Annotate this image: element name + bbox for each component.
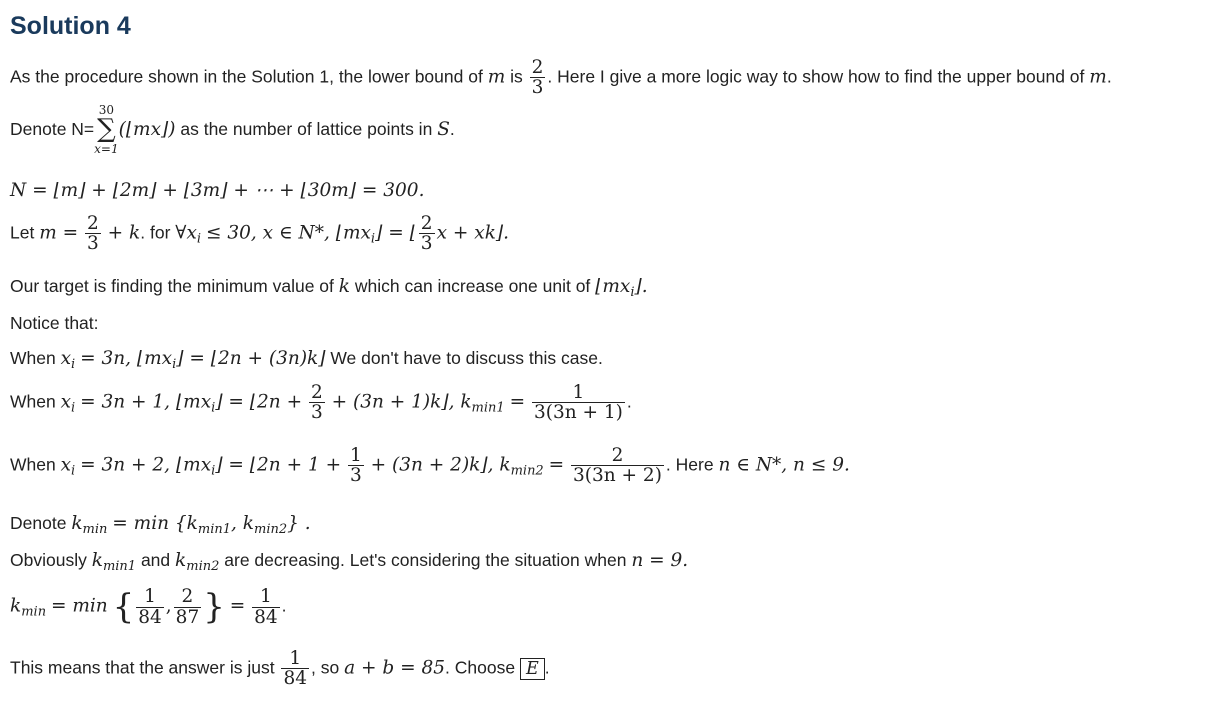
expr: n = 9. bbox=[631, 550, 689, 571]
expr: m = bbox=[39, 222, 79, 244]
fraction: $\frac{1}{3}$ bbox=[349, 445, 362, 487]
summation: 30 ∑ x=1 bbox=[94, 103, 119, 157]
expr: k bbox=[71, 513, 83, 534]
comma: , bbox=[165, 595, 172, 617]
expr: = 3n + 1, ⌊mx bbox=[80, 391, 212, 413]
expr: = bbox=[509, 391, 526, 413]
subscript: i bbox=[211, 463, 216, 479]
var-S: S bbox=[437, 119, 450, 141]
text: As the procedure shown in the Solution 1, the lower bound of bbox=[10, 66, 483, 87]
line-case-3n-plus-2 bbox=[10, 446, 850, 486]
expr: = 3n + 2, ⌊mx bbox=[80, 454, 212, 476]
fraction: $\frac{2}{3(3n + 2)}$ bbox=[572, 445, 662, 487]
solution-heading: Solution 4 bbox=[10, 12, 131, 40]
line-case-3n-plus-1 bbox=[10, 383, 632, 423]
subscript: i bbox=[370, 231, 376, 247]
fraction: $\frac{1}{84}$ bbox=[283, 648, 307, 690]
text: is bbox=[510, 66, 523, 87]
left-brace: { bbox=[112, 587, 135, 627]
subscript: i bbox=[71, 357, 76, 372]
fraction-two-thirds: $\frac{2}{3}$ bbox=[531, 57, 544, 99]
line-n-equation: N = ⌊m⌋ + ⌊2m⌋ + ⌊3m⌋ + ⋯ + ⌊30m⌋ = 300. bbox=[10, 180, 425, 201]
line-let-m bbox=[10, 214, 509, 254]
period: . bbox=[544, 657, 550, 678]
text: , so bbox=[310, 657, 340, 678]
line-case-3n bbox=[10, 348, 603, 372]
text: When bbox=[10, 391, 56, 412]
text: When bbox=[10, 348, 56, 368]
expr: k bbox=[10, 595, 22, 617]
text: When bbox=[10, 454, 56, 475]
fraction: $\frac{1}{84}$ bbox=[138, 586, 162, 628]
expr: ∀x bbox=[175, 222, 197, 244]
expr: x bbox=[60, 348, 72, 369]
expr: k bbox=[91, 550, 103, 571]
line-answer bbox=[10, 649, 550, 689]
expr: ⌊mx bbox=[595, 276, 631, 297]
expr: } . bbox=[287, 513, 311, 534]
text: . Here bbox=[665, 454, 714, 475]
expr: = min bbox=[50, 595, 108, 617]
expr: + k bbox=[107, 222, 141, 244]
var-m: m bbox=[1089, 66, 1107, 88]
fraction: $\frac{2}{3}$ bbox=[420, 213, 433, 255]
line-target bbox=[10, 276, 648, 300]
subscript: min2 bbox=[254, 522, 288, 537]
text: which can increase one unit of bbox=[354, 276, 591, 296]
text: Let bbox=[10, 222, 35, 243]
subscript: min2 bbox=[186, 559, 220, 574]
fraction: $\frac{2}{3}$ bbox=[310, 382, 323, 424]
subscript: i bbox=[196, 231, 202, 247]
expr: ⌋ = ⌊2n + (3n)k⌋ bbox=[176, 348, 326, 369]
text: We don't have to discuss this case. bbox=[330, 348, 603, 368]
var-k: k bbox=[338, 276, 350, 297]
expr: ⌋ = ⌊2n + 1 + bbox=[215, 454, 342, 476]
period: . bbox=[1106, 66, 1112, 87]
expr: ⌋ = ⌊2n + bbox=[215, 391, 303, 413]
expr: , k bbox=[231, 513, 255, 534]
subscript: i bbox=[172, 357, 177, 372]
text: Our target is finding the minimum value of bbox=[10, 276, 334, 296]
subscript: i bbox=[71, 400, 76, 416]
fraction: $\frac{2}{3}$ bbox=[87, 213, 99, 255]
expr: = bbox=[548, 454, 565, 476]
var-m: m bbox=[487, 66, 506, 88]
right-brace: } bbox=[203, 587, 225, 627]
expr: = 3n, ⌊mx bbox=[80, 348, 173, 369]
subscript: min bbox=[21, 604, 47, 620]
text: This means that the answer is just bbox=[10, 657, 275, 678]
subscript: min1 bbox=[102, 559, 137, 574]
text: . Choose bbox=[445, 657, 516, 678]
text: are decreasing. Let's considering the situation when bbox=[224, 550, 627, 570]
line-obviously bbox=[10, 550, 688, 574]
line-denote-kmin bbox=[10, 513, 311, 537]
subscript: i bbox=[211, 400, 216, 416]
expr: k bbox=[175, 550, 187, 571]
text: and bbox=[140, 550, 171, 570]
text: Denote N= bbox=[10, 119, 95, 140]
expr: ≤ 30, x ∈ N*, ⌊mx bbox=[205, 222, 371, 244]
fraction: $\frac{1}{3(3n + 1)}$ bbox=[533, 382, 623, 424]
expr: x bbox=[60, 454, 72, 476]
period: . bbox=[281, 595, 287, 616]
answer-box: E bbox=[520, 658, 545, 680]
text: Denote bbox=[10, 513, 67, 533]
period: . bbox=[626, 391, 632, 412]
text: . Here I give a more logic way to show how to find the upper bound of bbox=[547, 66, 1085, 87]
expr: = min {k bbox=[112, 513, 198, 534]
expr: ⌋ = ⌊ bbox=[375, 222, 417, 244]
text: . for bbox=[140, 222, 171, 243]
expr: x + xk⌋. bbox=[436, 222, 510, 244]
subscript: i bbox=[630, 285, 635, 300]
expr: n ∈ N*, n ≤ 9. bbox=[718, 454, 850, 476]
floor-mx: (⌊mx⌋) bbox=[118, 119, 176, 141]
subscript: min bbox=[82, 522, 108, 537]
line-notice: Notice that: bbox=[10, 313, 99, 333]
fraction: $\frac{2}{87}$ bbox=[175, 586, 200, 628]
subscript: min1 bbox=[197, 522, 232, 537]
expr: + (3n + 2)k⌋, k bbox=[370, 454, 511, 476]
expr: a + b = 85 bbox=[344, 657, 446, 679]
period: . bbox=[449, 119, 455, 140]
text: as the number of lattice points in bbox=[180, 119, 433, 140]
line-denote-n bbox=[10, 104, 455, 155]
expr: + (3n + 1)k⌋, k bbox=[331, 391, 472, 413]
subscript: min2 bbox=[510, 463, 544, 479]
text: Obviously bbox=[10, 550, 87, 570]
line-kmin-result bbox=[10, 587, 287, 627]
expr: x bbox=[60, 391, 72, 413]
expr: ⌋. bbox=[634, 276, 648, 297]
equals: = bbox=[229, 595, 246, 617]
subscript: min1 bbox=[471, 400, 505, 416]
subscript: i bbox=[71, 463, 76, 479]
fraction: $\frac{1}{84}$ bbox=[254, 586, 278, 628]
line-lower-bound bbox=[10, 58, 1112, 98]
